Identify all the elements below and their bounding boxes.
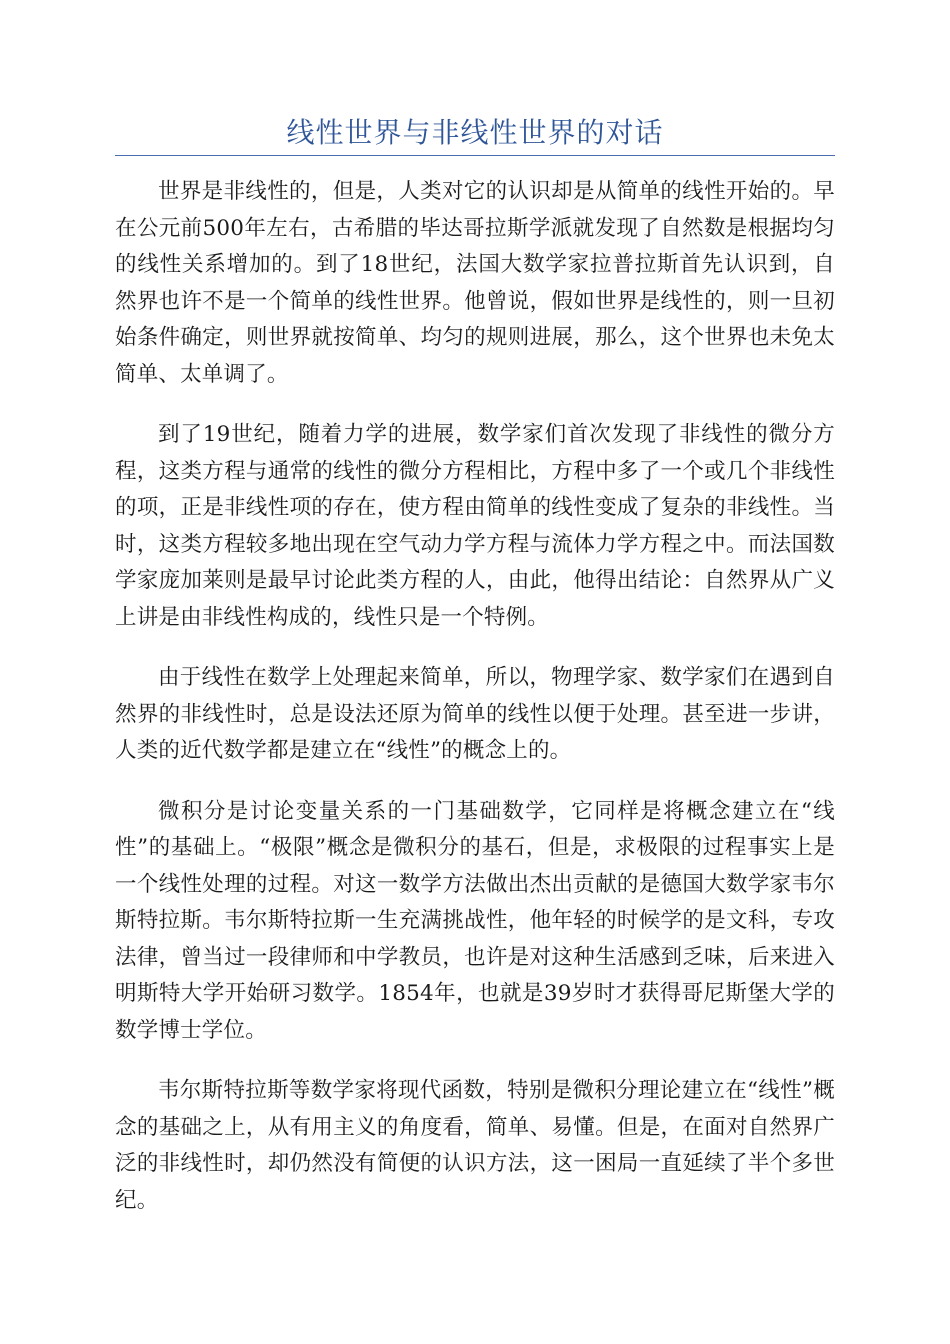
paragraph-2: 到了19世纪，随着力学的进展，数学家们首次发现了非线性的微分方程，这类方程与通常的线性的微分方程相比，方程中多了一个或几个非线性的项，正是非线性项的存在，使方程由简单的线性变成了复杂的非线性。当时，这类方程较多地出现在空气动力学方程与流体力学方程之中。而法国数学家庞加莱则是最早讨论此类方程的人，由此，他得出结论：自然界从广义上讲是由非线性构成的，线性只是一个特例。 — [115, 422, 835, 630]
paragraph-1: 世界是非线性的，但是，人类对它的认识却是从简单的线性开始的。早在公元前500年左右，古希腊的毕达哥拉斯学派就发现了自然数是根据均匀的线性关系增加的。到了18世纪，法国大数学家拉普拉斯首先认识到，自然界也许不是一个简单的线性世界。他曾说，假如世界是线性的，则一旦初始条件确定，则世界就按简单、均匀的规则进展，那么，这个世界也未免太简单、太单调了。 — [115, 179, 835, 387]
document-title: 线性世界与非线性世界的对话 — [286, 116, 664, 149]
paragraph-4: 微积分是讨论变量关系的一门基础数学，它同样是将概念建立在“线性”的基础上。“极限”概念是微积分的基石，但是，求极限的过程事实上是一个线性处理的过程。对这一数学方法做出杰出贡献的是德国大数学家韦尔斯特拉斯。韦尔斯特拉斯一生充满挑战性，他年轻的时候学的是文科，专攻法律，曾当过一段律师和中学教员，也许是对这种生活感到乏味，后来进入明斯特大学开始研习数学。1854年，也就是39岁时才获得哥尼斯堡大学的数学博士学位。 — [115, 798, 835, 1043]
paragraph-5: 韦尔斯特拉斯等数学家将现代函数，特别是微积分理论建立在“线性”概念的基础之上，从有用主义的角度看，简单、易懂。但是，在面对自然界广泛的非线性时，却仍然没有简便的认识方法，这一困局一直延续了半个多世纪。 — [115, 1078, 835, 1213]
document-body — [115, 174, 835, 1243]
title-underline — [115, 155, 835, 156]
paragraph-3: 由于线性在数学上处理起来简单，所以，物理学家、数学家们在遇到自然界的非线性时，总是设法还原为简单的线性以便于处理。甚至进一步讲，人类的近代数学都是建立在“线性”的概念上的。 — [115, 665, 835, 763]
